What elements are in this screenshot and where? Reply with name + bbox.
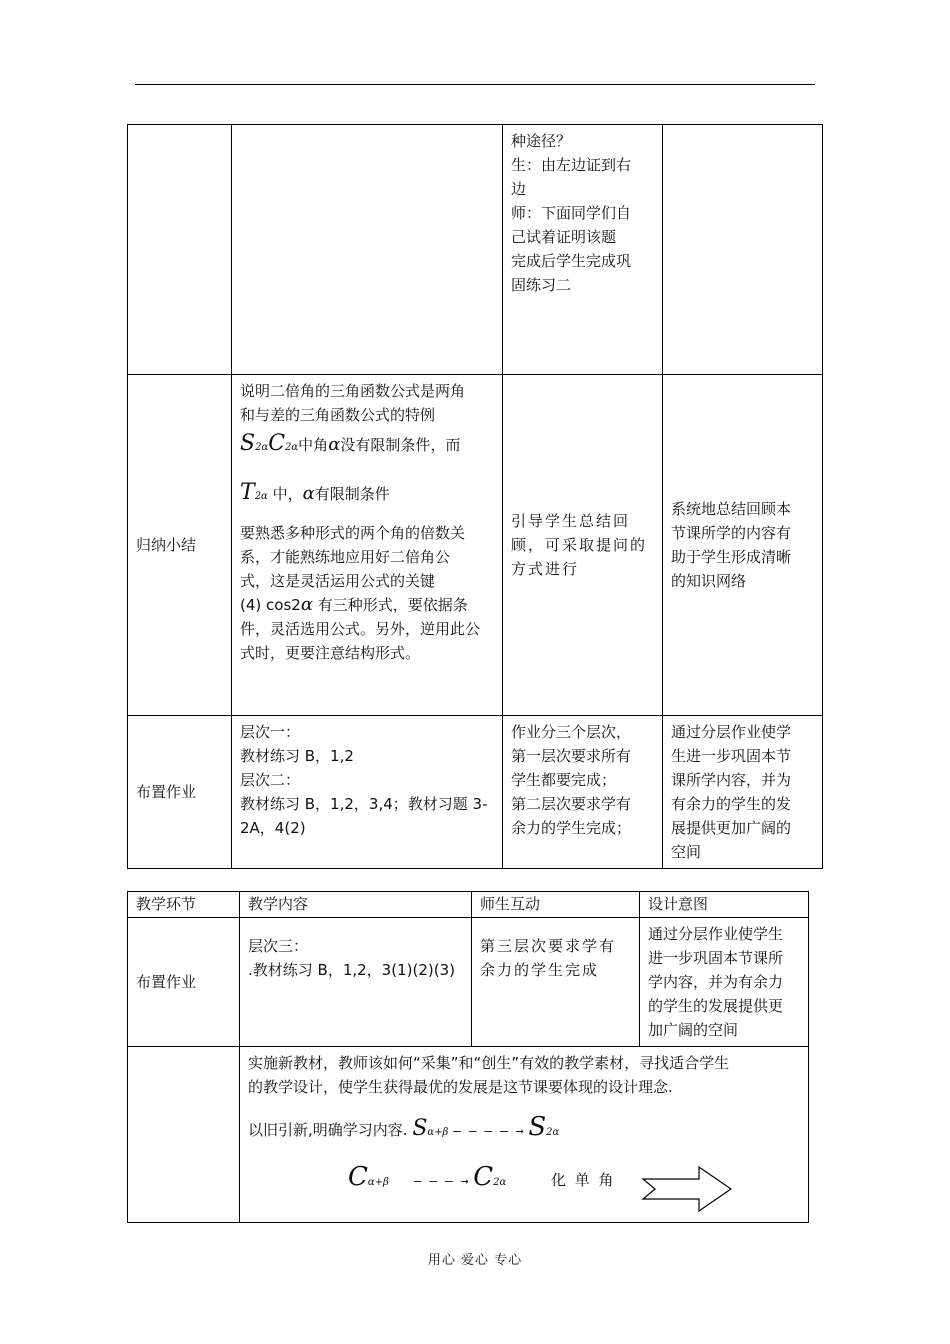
text-line: 第二层次要求学有 bbox=[511, 795, 632, 813]
text-line: 有余力的学生的发 bbox=[671, 795, 792, 813]
text-line: 系统地总结回顾本 bbox=[671, 500, 792, 518]
formula-symbol: S bbox=[528, 1112, 547, 1142]
formula-subscript: 2α bbox=[255, 442, 269, 453]
intent-cell bbox=[663, 125, 823, 375]
text-line: 说明二倍角的三角函数公式是两角 bbox=[240, 382, 466, 400]
lesson-table-continued bbox=[127, 124, 823, 869]
table-row bbox=[128, 918, 809, 1047]
text-line: 种途径？ bbox=[511, 132, 572, 150]
text-line: 层次三： bbox=[248, 937, 309, 955]
text-run: 中， bbox=[267, 485, 303, 503]
text-line: 作业分三个层次， bbox=[511, 723, 632, 741]
text-line: 边 bbox=[511, 180, 527, 198]
intent-cell bbox=[663, 716, 823, 869]
text-line: 进一步巩固本节课所 bbox=[648, 949, 784, 967]
text-line: 的学生的发展提供更 bbox=[648, 997, 784, 1015]
text-line: 第一层次要求所有 bbox=[511, 747, 632, 765]
text-line: 余力的学生完成 bbox=[480, 961, 600, 979]
text-line: 件，灵活选用公式。另外，逆用此公 bbox=[240, 620, 481, 638]
text-run: 有限制条件 bbox=[314, 485, 390, 503]
table-row bbox=[128, 1047, 809, 1223]
intent-cell bbox=[663, 375, 823, 716]
table-row bbox=[128, 125, 823, 375]
header-rule bbox=[135, 84, 815, 85]
table-header-row bbox=[128, 892, 809, 918]
text-line: 余力的学生完成； bbox=[511, 819, 632, 837]
formula-line bbox=[240, 593, 494, 617]
text-line: 方式进行 bbox=[511, 560, 580, 578]
text-line: 顾，可采取提问的 bbox=[511, 536, 648, 554]
lesson-table bbox=[127, 891, 809, 1223]
formula-subscript: α+β bbox=[427, 1127, 449, 1138]
interaction-cell bbox=[503, 375, 663, 716]
formula-symbol: C bbox=[473, 1162, 494, 1192]
block-arrow-icon bbox=[641, 1165, 733, 1213]
text-line: 的知识网络 bbox=[671, 572, 747, 590]
text-run: 有三种形式，要依据条 bbox=[312, 596, 468, 614]
formula-line bbox=[240, 427, 494, 465]
text-run: (4) cos2 bbox=[240, 596, 301, 614]
column-header: 师生互动 bbox=[472, 892, 640, 918]
stage-label: 布置作业 bbox=[128, 716, 232, 869]
text-run: 没有限制条件，而 bbox=[340, 436, 461, 454]
formula-subscript: 2α bbox=[254, 491, 268, 502]
text-line: 加广阔的空间 bbox=[648, 1021, 739, 1039]
table-row bbox=[128, 375, 823, 716]
text-line: 通过分层作业使学 bbox=[671, 723, 792, 741]
column-header: 教学内容 bbox=[240, 892, 472, 918]
formula-symbol: S bbox=[412, 1116, 428, 1141]
text-line: 师：下面同学们自 bbox=[511, 204, 632, 222]
text-line: 学生都要完成； bbox=[511, 771, 617, 789]
formula-line bbox=[248, 1109, 800, 1151]
text-run: 中角 bbox=[298, 436, 329, 454]
stage-cell bbox=[128, 1047, 240, 1223]
text-line: 和与差的三角函数公式的特例 bbox=[240, 406, 436, 424]
text-line: 系，才能熟练地应用好二倍角公 bbox=[240, 548, 451, 566]
stage-label: 布置作业 bbox=[128, 918, 240, 1047]
text-line: 式时，更要注意结构形式。 bbox=[240, 644, 421, 662]
column-header: 教学环节 bbox=[128, 892, 240, 918]
stage-label: 归纳小结 bbox=[128, 375, 232, 716]
content-cell bbox=[232, 716, 503, 869]
interaction-cell bbox=[472, 918, 640, 1047]
text-line: .教材练习 B，1,2，3(1)(2)(3) bbox=[248, 961, 455, 979]
table-row bbox=[128, 716, 823, 869]
text-line: 助于学生形成清晰 bbox=[671, 548, 792, 566]
content-cell bbox=[232, 125, 503, 375]
content-cell bbox=[232, 375, 503, 716]
text-line: 展提供更加广阔的 bbox=[671, 819, 792, 837]
text-run: 化 单 角 bbox=[551, 1171, 616, 1189]
text-line: 层次一： bbox=[240, 723, 301, 741]
formula-symbol: T bbox=[240, 480, 255, 505]
text-line: 节课所学的内容有 bbox=[671, 524, 792, 542]
text-line: 空间 bbox=[671, 843, 702, 861]
alpha-symbol: α bbox=[300, 594, 313, 615]
text-line: 式，这是灵活运用公式的关键 bbox=[240, 572, 436, 590]
text-line: 要熟悉多种形式的两个角的倍数关 bbox=[240, 524, 466, 542]
content-cell bbox=[240, 918, 472, 1047]
text-line: 教材练习 B，1,2 bbox=[240, 747, 354, 765]
interaction-cell bbox=[503, 125, 663, 375]
text-line: 通过分层作业使学生 bbox=[648, 925, 784, 943]
text-line: 实施新教材，教师该如何“采集”和“创生”有效的教学素材，寻找适合学生 bbox=[248, 1054, 730, 1072]
text-line: 层次二： bbox=[240, 771, 301, 789]
formula-subscript: α+β bbox=[367, 1177, 389, 1188]
text-line: 引导学生总结回 bbox=[511, 512, 631, 530]
text-line: 固练习二 bbox=[511, 276, 572, 294]
intent-cell bbox=[640, 918, 809, 1047]
column-header: 设计意图 bbox=[640, 892, 809, 918]
formula-subscript: 2α bbox=[285, 442, 299, 453]
dashed-arrow: — — — — → bbox=[453, 1124, 524, 1139]
text-line: 生：由左边证到右 bbox=[511, 156, 632, 174]
page-footer: 用心 爱心 专心 bbox=[427, 1253, 523, 1268]
text-run: 以旧引新,明确学习内容. bbox=[248, 1121, 408, 1139]
text-line: 课所学内容，并为 bbox=[671, 771, 792, 789]
text-line: 生进一步巩固本节 bbox=[671, 747, 792, 765]
formula-line bbox=[240, 473, 494, 517]
dashed-arrow: — — — → bbox=[413, 1174, 469, 1189]
text-line: 2A，4(2) bbox=[240, 819, 306, 837]
alpha-symbol: α bbox=[302, 483, 315, 504]
stage-cell bbox=[128, 125, 232, 375]
formula-symbol: C bbox=[268, 431, 286, 456]
text-line: 己试着证明该题 bbox=[511, 228, 617, 246]
text-line: 的教学设计，使学生获得最优的发展是这节课要体现的设计理念. bbox=[248, 1078, 673, 1096]
text-line: 完成后学生完成巩 bbox=[511, 252, 632, 270]
text-line: 教材练习 B，1,2，3,4；教材习题 3- bbox=[240, 795, 488, 813]
text-line: 第三层次要求学有 bbox=[480, 937, 617, 955]
formula-symbol: S bbox=[240, 431, 256, 456]
alpha-symbol: α bbox=[328, 434, 341, 455]
formula-subscript: 2α bbox=[546, 1127, 560, 1138]
interaction-cell bbox=[503, 716, 663, 869]
formula-subscript: 2α bbox=[493, 1177, 507, 1188]
formula-symbol: C bbox=[348, 1162, 368, 1192]
text-line: 学内容，并为有余力 bbox=[648, 973, 784, 991]
design-notes-cell bbox=[240, 1047, 809, 1223]
